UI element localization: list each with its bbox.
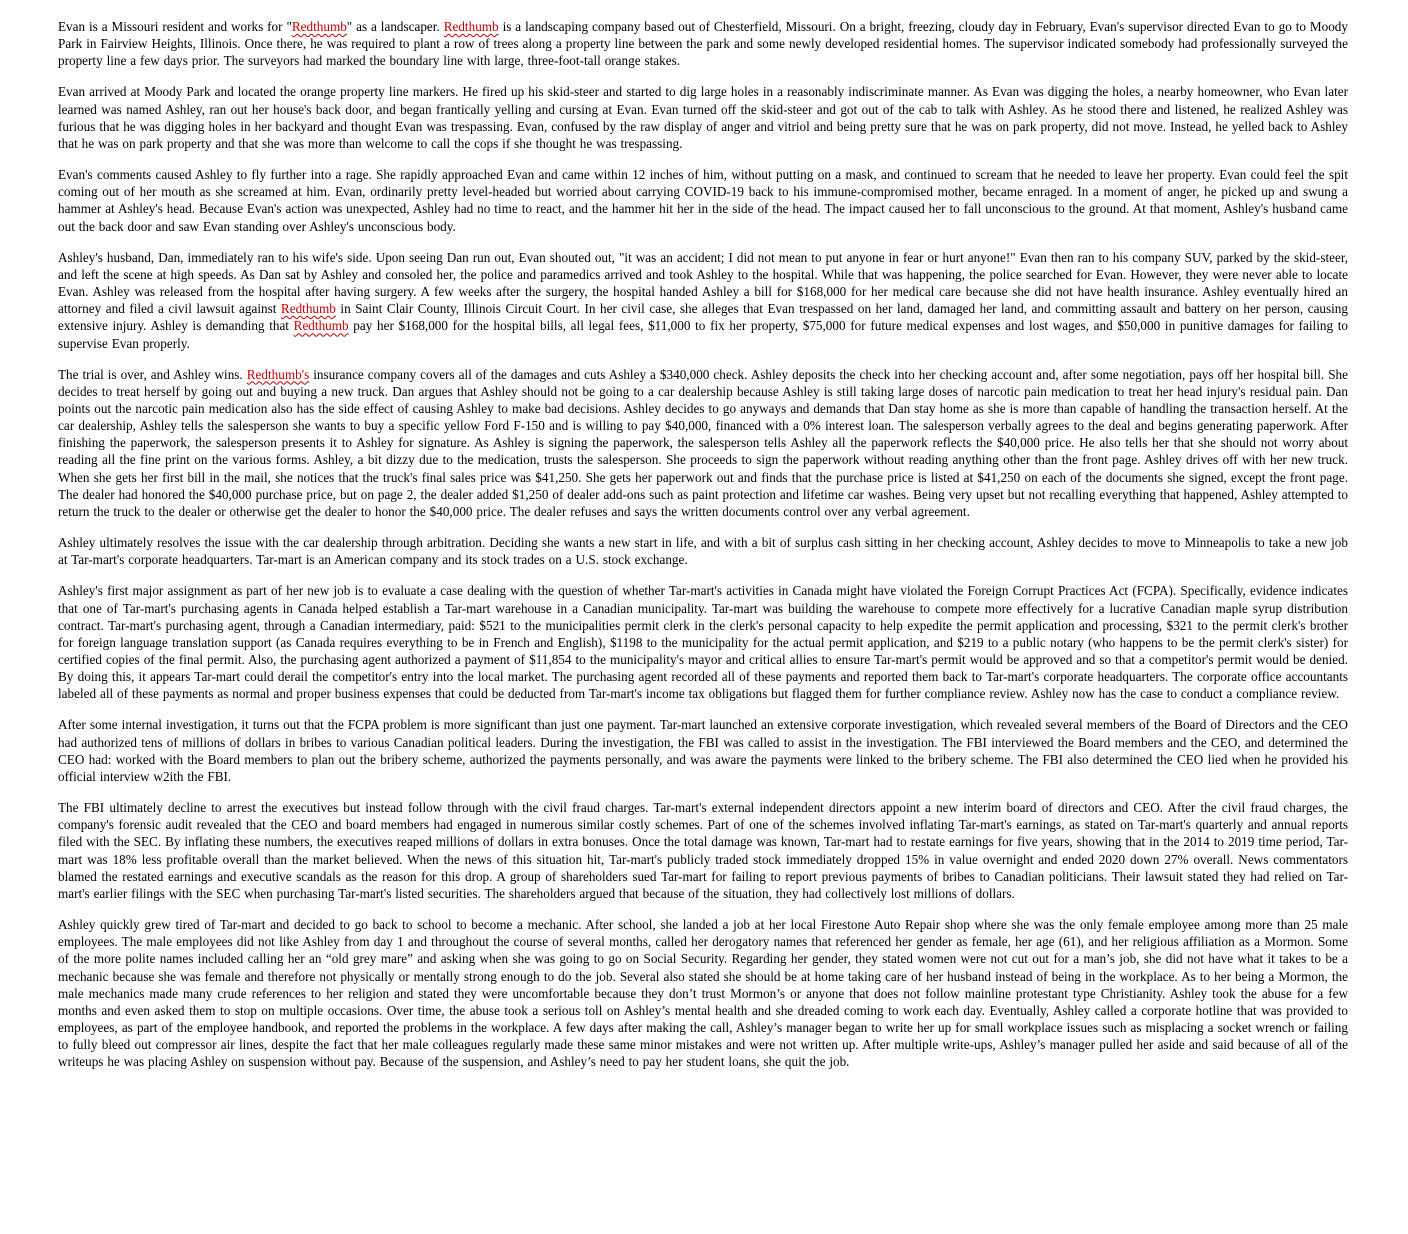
paragraph-text: " as a landscaper. — [346, 19, 444, 34]
paragraph — [58, 18, 1348, 69]
paragraph-text: The trial is over, and Ashley wins. — [58, 366, 247, 382]
paragraph-text: Ashley ultimately resolves the issue with the car dealership through arbitration. Deciding she wants a new start in life, and with a bit of surplus cash sitting in her checking account, Ashley decides to move to Minneapolis to take a new job at Tar-mart's corporate headquarters. Tar-mart is an American company and its stock trades on a U.S. stock exchange. — [58, 535, 1348, 568]
paragraph — [58, 166, 1348, 235]
paragraph — [58, 582, 1348, 702]
paragraph-text: The FBI ultimately decline to arrest the executives but instead follow through with the civil fraud charges. Tar-mart's external independent directors appoint a new interim board of directors and CEO. After the civil fraud charges, the company's forensic audit revealed that the CEO and board members had engaged in numerous similar costly schemes. Part of one of the schemes involved inflating Tar-mart's earnings, as stated on Tar-mart's quarterly and annual reports filed with the SEC. By inflating these numbers, the executives reaped millions of dollars in extra bonuses. Once the total damage was known, Tar-mart had to restate earnings for five years, showing that in the 2014 to 2019 time period, Tar-mart was 18% less profitable overall than the market believed. When the news of this situation hit, Tar-mart's publicly traded stock immediately dropped 15% in value overnight and ended 2020 down 27% overall. News commentators blamed the restated earnings and executive scandals as the reason for this drop. A group of shareholders sued Tar-mart for failing to report previous payments of bribes to Canadian politicians. Their lawsuit stated they had relied on Tar-mart's earlier filings with the SEC when purchasing Tar-mart's listed securities. The shareholders argued that because of the situation, they had collectively lost millions of dollars. — [58, 800, 1348, 901]
paragraph — [58, 366, 1348, 520]
paragraph — [58, 534, 1348, 568]
spelling-error-text[interactable]: Redthumb — [293, 318, 349, 334]
paragraph-text: Ashley's husband, Dan, immediately ran to his wife's side. Upon seeing Dan run out, Evan shouted out, "it was an accident; I did not mean to put anyone in fear or hurt anyone!" Evan then ran to his company SUV, parked by the skid-steer, and left the scene at high speeds. As Dan sat by Ashley and consoled her, the police and paramedics arrived and took Ashley to the hospital. While that was happening, the police searched for Evan. However, they were never able to locate Evan. Ashley was released from the hospital after having surgery. A few weeks after the surgery, the hospital handed Ashley a bill for $168,000 for her medical care because she did not have health insurance. Ashley eventually hired an attorney and filed a civil lawsuit against — [58, 249, 1348, 317]
paragraph — [58, 716, 1348, 785]
paragraph-text: Evan arrived at Moody Park and located the orange property line markers. He fired up his skid-steer and started to dig large holes in a reasonably indiscriminate manner. As Evan was digging the holes, a nearby homeowner, who Evan later learned was named Ashley, ran out her house's back door, and began frantically yelling and cursing at Evan. Evan turned off the skid-steer and got out of the cab to talk with Ashley. As he stood there and listened, he realized Ashley was furious that he was digging holes in her backyard and thought Evan was trespassing. Evan, confused by the raw display of anger and vitriol and being pretty sure that he was on park property, did not move. Instead, he yelled back to Ashley that he was on park property and that she was more than welcome to call the cops if she thought he was trespassing. — [58, 84, 1348, 151]
paragraph — [58, 83, 1348, 152]
paragraph-text: pay her $168,000 for the hospital bills, all legal fees, $11,000 to fix her property, $75,000 for future medical expenses and lost wages, and $50,000 in punitive damages for failing to supervise Evan properly. — [58, 318, 1349, 351]
spelling-error-text[interactable]: Redthumb — [443, 19, 499, 34]
paragraph-text: is a landscaping company based out of Chesterfield, Missouri. On a bright, freezing, cloudy day in February, Evan's supervisor directed Evan to go to Moody Park in Fairview Heights, Illinois. Once there, he was required to plant a row of trees along a property line between the park and some newly developed residential homes. The supervisor indicated somebody had professionally surveyed the property line a few days prior. The surveyors had marked the boundary line with large, three-foot-tall orange stakes. — [58, 19, 1348, 69]
paragraph — [58, 916, 1348, 1070]
document-body — [58, 18, 1348, 1070]
paragraph-text: Ashley quickly grew tired of Tar-mart and decided to go back to school to become a mechanic. After school, she landed a job at her local Firestone Auto Repair shop where she was the only female employee among more than 25 male employees. The male employees did not like Ashley from day 1 and throughout the course of several months, called her derogatory names that referenced her gender as female, her age (61), and her religious affiliation as a Mormon. Some of the more polite names included calling her an “old grey mare” and asking when she was going to go on Social Security. Regarding her gender, they stated women were not cut out for a man’s job, she did not have what it takes to be a mechanic because she was female and therefore not physically or mentally strong enough to do the job. Several also stated she should be at home taking care of her husband instead of being in the workplace. As to her being a Mormon, the male mechanics made many crude references to her religion and stated they were uncomfortable because they don’t trust Mormon’s or anyone that does not follow mainline protestant type Christianity. Ashley took the abuse for a few months and even asked them to stop on multiple occasions. Over time, the abuse took a serious toll on Ashley’s mental health and she dreaded coming to work each day. Eventually, Ashley called a corporate hotline that was provided to employees, as part of the employee handbook, and reported the problems in the workplace. A few days after making the call, Ashley’s manager began to write her up for small workplace issues such as misplacing a socket wrench or failing to fully bleed out compressor air lines, despite the fact that her male colleagues regularly made these same minor mistakes and were not written up. After multiple write-ups, Ashley’s manager pulled her aside and said because of all of the writeups he was placing Ashley on suspension without pay. Because of the suspension, and Ashley’s need to pay her student loans, she quit the job. — [58, 917, 1348, 1070]
paragraph-text: Ashley's first major assignment as part of her new job is to evaluate a case dealing with the question of whether Tar-mart's activities in Canada might have violated the Foreign Corrupt Practices Act (FCPA). Specifically, evidence indicates that one of Tar-mart's purchasing agents in Canada helped establish a Tar-mart warehouse in a Canadian municipality. Tar-mart was building the warehouse to compete more effectively for a lucrative Canadian maple syrup distribution contract. Tar-mart's purchasing agent, through a Canadian intermediary, paid: $521 to the municipalities permit clerk in the clerk's personal capacity to help expedite the permit application and processing, $321 to the permit clerk's brother for foreign language translation support (as Canada requires everything to be in French and English), $1198 to the municipality for the actual permit application, and $219 to a public notary (who happens to be the permit clerk's sister) for certified copies of the final permit. Also, the purchasing agent authorized a payment of $11,854 to the municipality's mayor and critical allies to ensure Tar-mart's permit would be approved and so that a competitor's permit would be denied. By doing this, it appears Tar-mart could derail the competitor's entry into the local market. The purchasing agent recorded all of these payments and reported them back to Tar-mart's corporate headquarters. The corporate office accountants labeled all of these payments as normal and proper business expenses that could be deducted from Tar-mart's income tax obligations but flagged them for further compliance review. Ashley now has the case to conduct a compliance review. — [58, 583, 1348, 702]
paragraph-text: insurance company covers all of the damages and cuts Ashley a $340,000 check. Ashley deposits the check into her checking account and, after some negotiation, pays off her hospital bill. She decides to treat herself by going out and buying a new truck. Dan argues that Ashley should not be going to a car dealership because Ashley is still taking large doses of narcotic pain medication to treat her head injury's residual pain. Dan points out the narcotic pain medication also has the side effect of causing Ashley to make bad decisions. Ashley decides to go anyways and demands that Dan stay home as she is more than capable of handling the transaction herself. At the car dealership, Ashley tells the salesperson she wants to buy a specific yellow Ford F-150 and is willing to pay $40,000, financed with a 0% interest loan. The salesperson verbally agrees to the deal and begins generating paperwork. After finishing the paperwork, the salesperson presents it to Ashley for signature. As Ashley is signing the paperwork, the salesperson tells Ashley all the paperwork reflects the $40,000 price. He also tells her that she should not worry about reading all the fine print on the various forms. Ashley, a bit dizzy due to the medication, trusts the salesperson. She proceeds to sign the paperwork without reading anything other than the front page. Ashley drives off with her new truck. When she gets her first bill in the mail, she notices that the truck's final sales price was $41,250. She gets her paperwork out and finds that the purchase price is listed at $41,250 on each of the documents she signed, except the front page. The dealer had honored the $40,000 purchase price, but on page 2, the dealer added $1,250 of dealer add-ons such as paint protection and lifetime car washes. Being very upset but not recalling everything that happened, Ashley attempted to return the truck to the dealer or otherwise get the dealer to honor the $40,000 price. The dealer refuses and says the written documents control over any verbal agreement. — [58, 366, 1348, 519]
paragraph-text: After some internal investigation, it turns out that the FCPA problem is more significant than just one payment. Tar-mart launched an extensive corporate investigation, which revealed several members of the Board of Directors and the CEO had authorized tens of millions of dollars in bribes to various Canadian political leaders. During the investigation, the FBI was called to assist in the investigation. The FBI interviewed the Board members and the CEO, and determined the CEO had: worked with the Board members to plan out the bribery scheme, authorized the payments personally, and was aware the payments were linked to the bribery scheme. The FBI also determined the CEO lied when he provided his official interview w2ith the FBI. — [58, 717, 1348, 784]
paragraph-text: in Saint Clair County, Illinois Circuit Court. In her civil case, she alleges that Evan trespassed on her land, damaged her land, and committing assault and battery on her person, causing extensive injury. Ashley is demanding that — [58, 301, 1348, 334]
spelling-error-text[interactable]: Redthumb's — [246, 366, 310, 382]
paragraph-text: Evan's comments caused Ashley to fly further into a rage. She rapidly approached Evan and came within 12 inches of him, without putting on a mask, and continued to scream that he needed to leave her property. Evan could feel the spit coming out of her mouth as she screamed at him. Evan, ordinarily pretty level-headed but worried about carrying COVID-19 back to his immune-compromised mother, became enraged. In a moment of anger, he picked up and swung a hammer at Ashley's head. Because Evan's action was unexpected, Ashley had no time to react, and the hammer hit her in the side of the head. The impact caused her to fall unconscious to the ground. At that moment, Ashley's husband came out the back door and saw Evan standing over Ashley's unconscious body. — [58, 167, 1348, 234]
spelling-error-text[interactable]: Redthumb — [280, 301, 336, 317]
paragraph-text: Evan is a Missouri resident and works for " — [58, 19, 292, 34]
paragraph — [58, 249, 1348, 352]
paragraph — [58, 799, 1348, 902]
spelling-error-text[interactable]: Redthumb — [291, 19, 347, 34]
